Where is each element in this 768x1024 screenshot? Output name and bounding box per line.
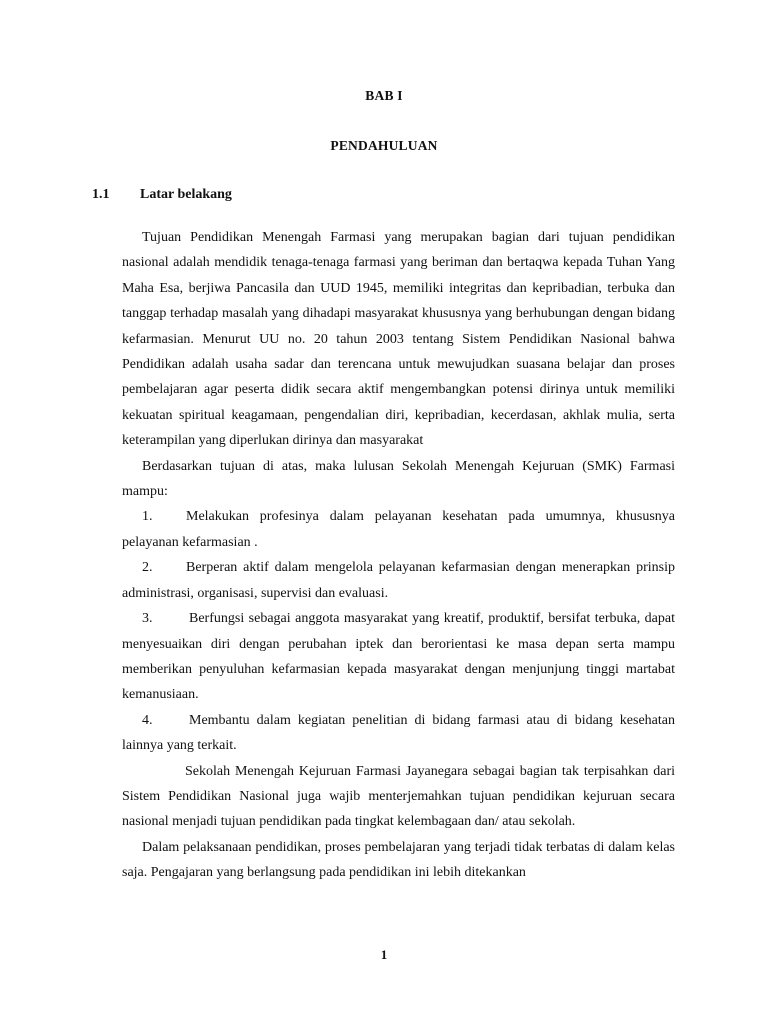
list-item-text: Membantu dalam kegiatan penelitian di bidang farmasi atau di bidang kesehatan lainnya yang terkait.	[122, 712, 675, 754]
list-item	[122, 606, 675, 708]
paragraph-implementation: Dalam pelaksanaan pendidikan, proses pembelajaran yang terjadi tidak terbatas di dalam kelas saja. Pengajaran yang berlangsung pada pendidikan ini lebih ditekankan	[122, 839, 675, 881]
chapter-number: BAB I	[365, 88, 403, 103]
list-item	[122, 708, 675, 759]
page-number: 1	[380, 947, 388, 962]
list-item-text: Berperan aktif dalam mengelola pelayanan kefarmasian dengan menerapkan prinsip administrasi, organisasi, supervisi dan evaluasi.	[122, 560, 675, 601]
list-item-number: 3.	[142, 611, 153, 627]
body-text	[122, 225, 675, 886]
list-item	[122, 504, 675, 555]
list-item-text: Berfungsi sebagai anggota masyarakat yang kreatif, produktif, bersifat terbuka, dapat menyesuaikan diri dengan perubahan iptek dan berorientasi ke masa depan serta mampu memberikan penyuluhan kefarmasian kepada masyarakat dengan menjunjung tinggi martabat kemanusiaan.	[122, 611, 675, 703]
paragraph-graduates: Berdasarkan tujuan di atas, maka lulusan Sekolah Menengah Kejuruan (SMK) Farmasi mampu:	[122, 458, 675, 500]
section-heading	[92, 187, 232, 203]
section-number: 1.1	[92, 187, 110, 202]
list-item-text: Melakukan profesinya dalam pelayanan kesehatan pada umumnya, khususnya pelayanan kefarmasian .	[122, 509, 675, 550]
list-item-number: 1.	[142, 509, 153, 525]
paragraph-goals: Tujuan Pendidikan Menengah Farmasi yang merupakan bagian dari tujuan pendidikan nasional adalah mendidik tenaga-tenaga farmasi yang beriman dan bertaqwa kepada Tuhan Yang Maha Esa, berjiwa Pancasila dan UUD 1945, memiliki integritas dan kepribadian, terbuka dan tanggap terhadap masalah yang dihadapi masyarakat khususnya yang berhubungan dengan bidang kefarmasian. Menurut UU no. 20 tahun 2003 tentang Sistem Pendidikan Nasional bahwa Pendidikan adalah usaha sadar dan terencana untuk mewujudkan suasana belajar dan proses pembelajaran agar peserta didik secara aktif mengembangkan potensi dirinya untuk memiliki kekuatan spiritual keagamaan, pengendalian diri, kepribadian, kecerdasan, akhlak mulia, serta keterampilan yang diperlukan dirinya dan masyarakat	[122, 230, 675, 449]
list-item-number: 2.	[142, 560, 153, 576]
section-title: Latar belakang	[140, 187, 232, 202]
paragraph-school: Sekolah Menengah Kejuruan Farmasi Jayanegara sebagai bagian tak terpisahkan dari Sistem Pendidikan Nasional juga wajib menterjemahkan tujuan pendidikan kejuruan secara nasional menjadi tujuan pendidikan pada tingkat kelembagaan dan/ atau sekolah.	[122, 763, 675, 830]
chapter-title: PENDAHULUAN	[330, 138, 438, 153]
list-item	[122, 555, 675, 606]
list-item-number: 4.	[142, 712, 153, 728]
